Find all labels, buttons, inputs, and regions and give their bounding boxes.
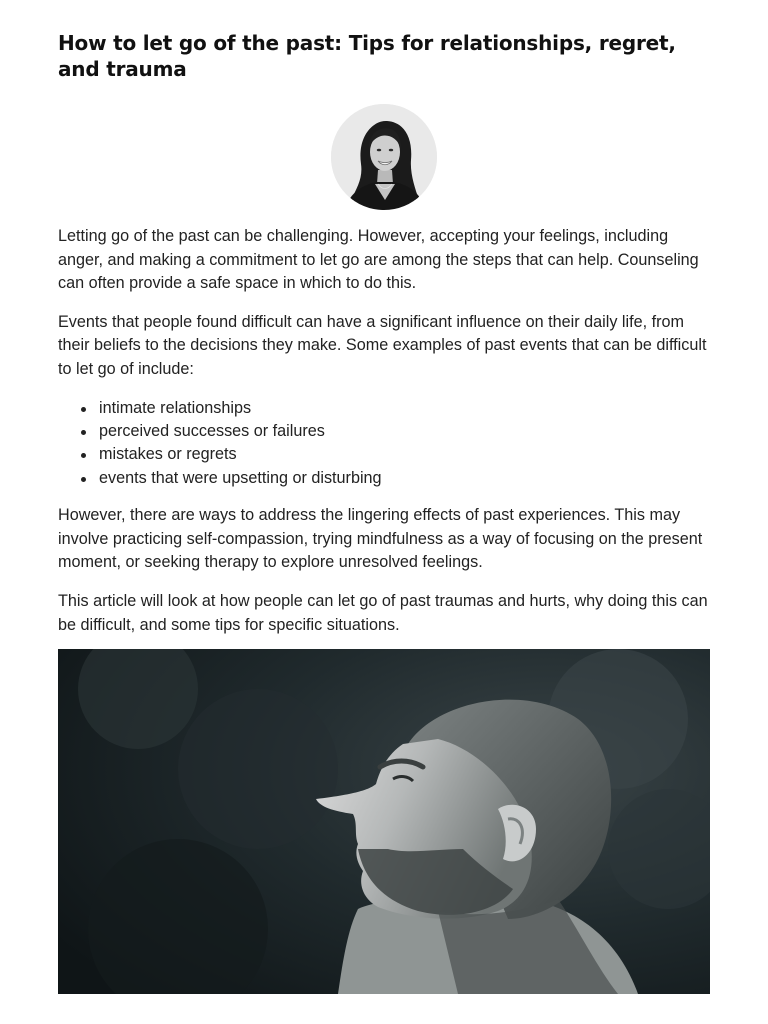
bullet-icon [81,477,86,482]
list-item [99,397,710,420]
article-title: How to let go of the past: Tips for relationships, regret, and trauma [58,31,676,81]
examples-paragraph: Events that people found difficult can have a significant influence on their daily life, from their beliefs to the decisions they make. Some examples of past events that can be difficult to let go of include: [58,312,707,378]
bullet-icon [81,407,86,412]
list-item [99,467,710,490]
examples-list [58,397,710,491]
intro-paragraph: Letting go of the past can be challenging. However, accepting your feelings, including anger, and making a commitment to let go are among the steps that can help. Counseling can often provide a safe space in which to do this. [58,227,699,293]
hero-image [58,649,710,994]
bullet-icon [81,453,86,458]
bullet-icon [81,430,86,435]
list-item [99,443,710,466]
man-looking-up-photo-icon [58,649,710,994]
author-portrait-icon [331,104,437,210]
approaches-paragraph: However, there are ways to address the lingering effects of past experiences. This may involve practicing self-compassion, trying mindfulness as a way of focusing on the present moment, or seeking therapy to explore unresolved feelings. [58,506,703,572]
list-item [99,420,710,443]
list-item-text: events that were upsetting or disturbing [99,468,382,487]
list-item-text: intimate relationships [99,398,252,417]
overview-paragraph: This article will look at how people can let go of past traumas and hurts, why doing this can be difficult, and some tips for specific situations. [58,591,708,634]
author-avatar[interactable] [331,104,437,210]
author-avatar-container [0,104,768,210]
article [58,0,710,637]
list-item-text: mistakes or regrets [99,445,237,464]
list-item-text: perceived successes or failures [99,421,325,440]
